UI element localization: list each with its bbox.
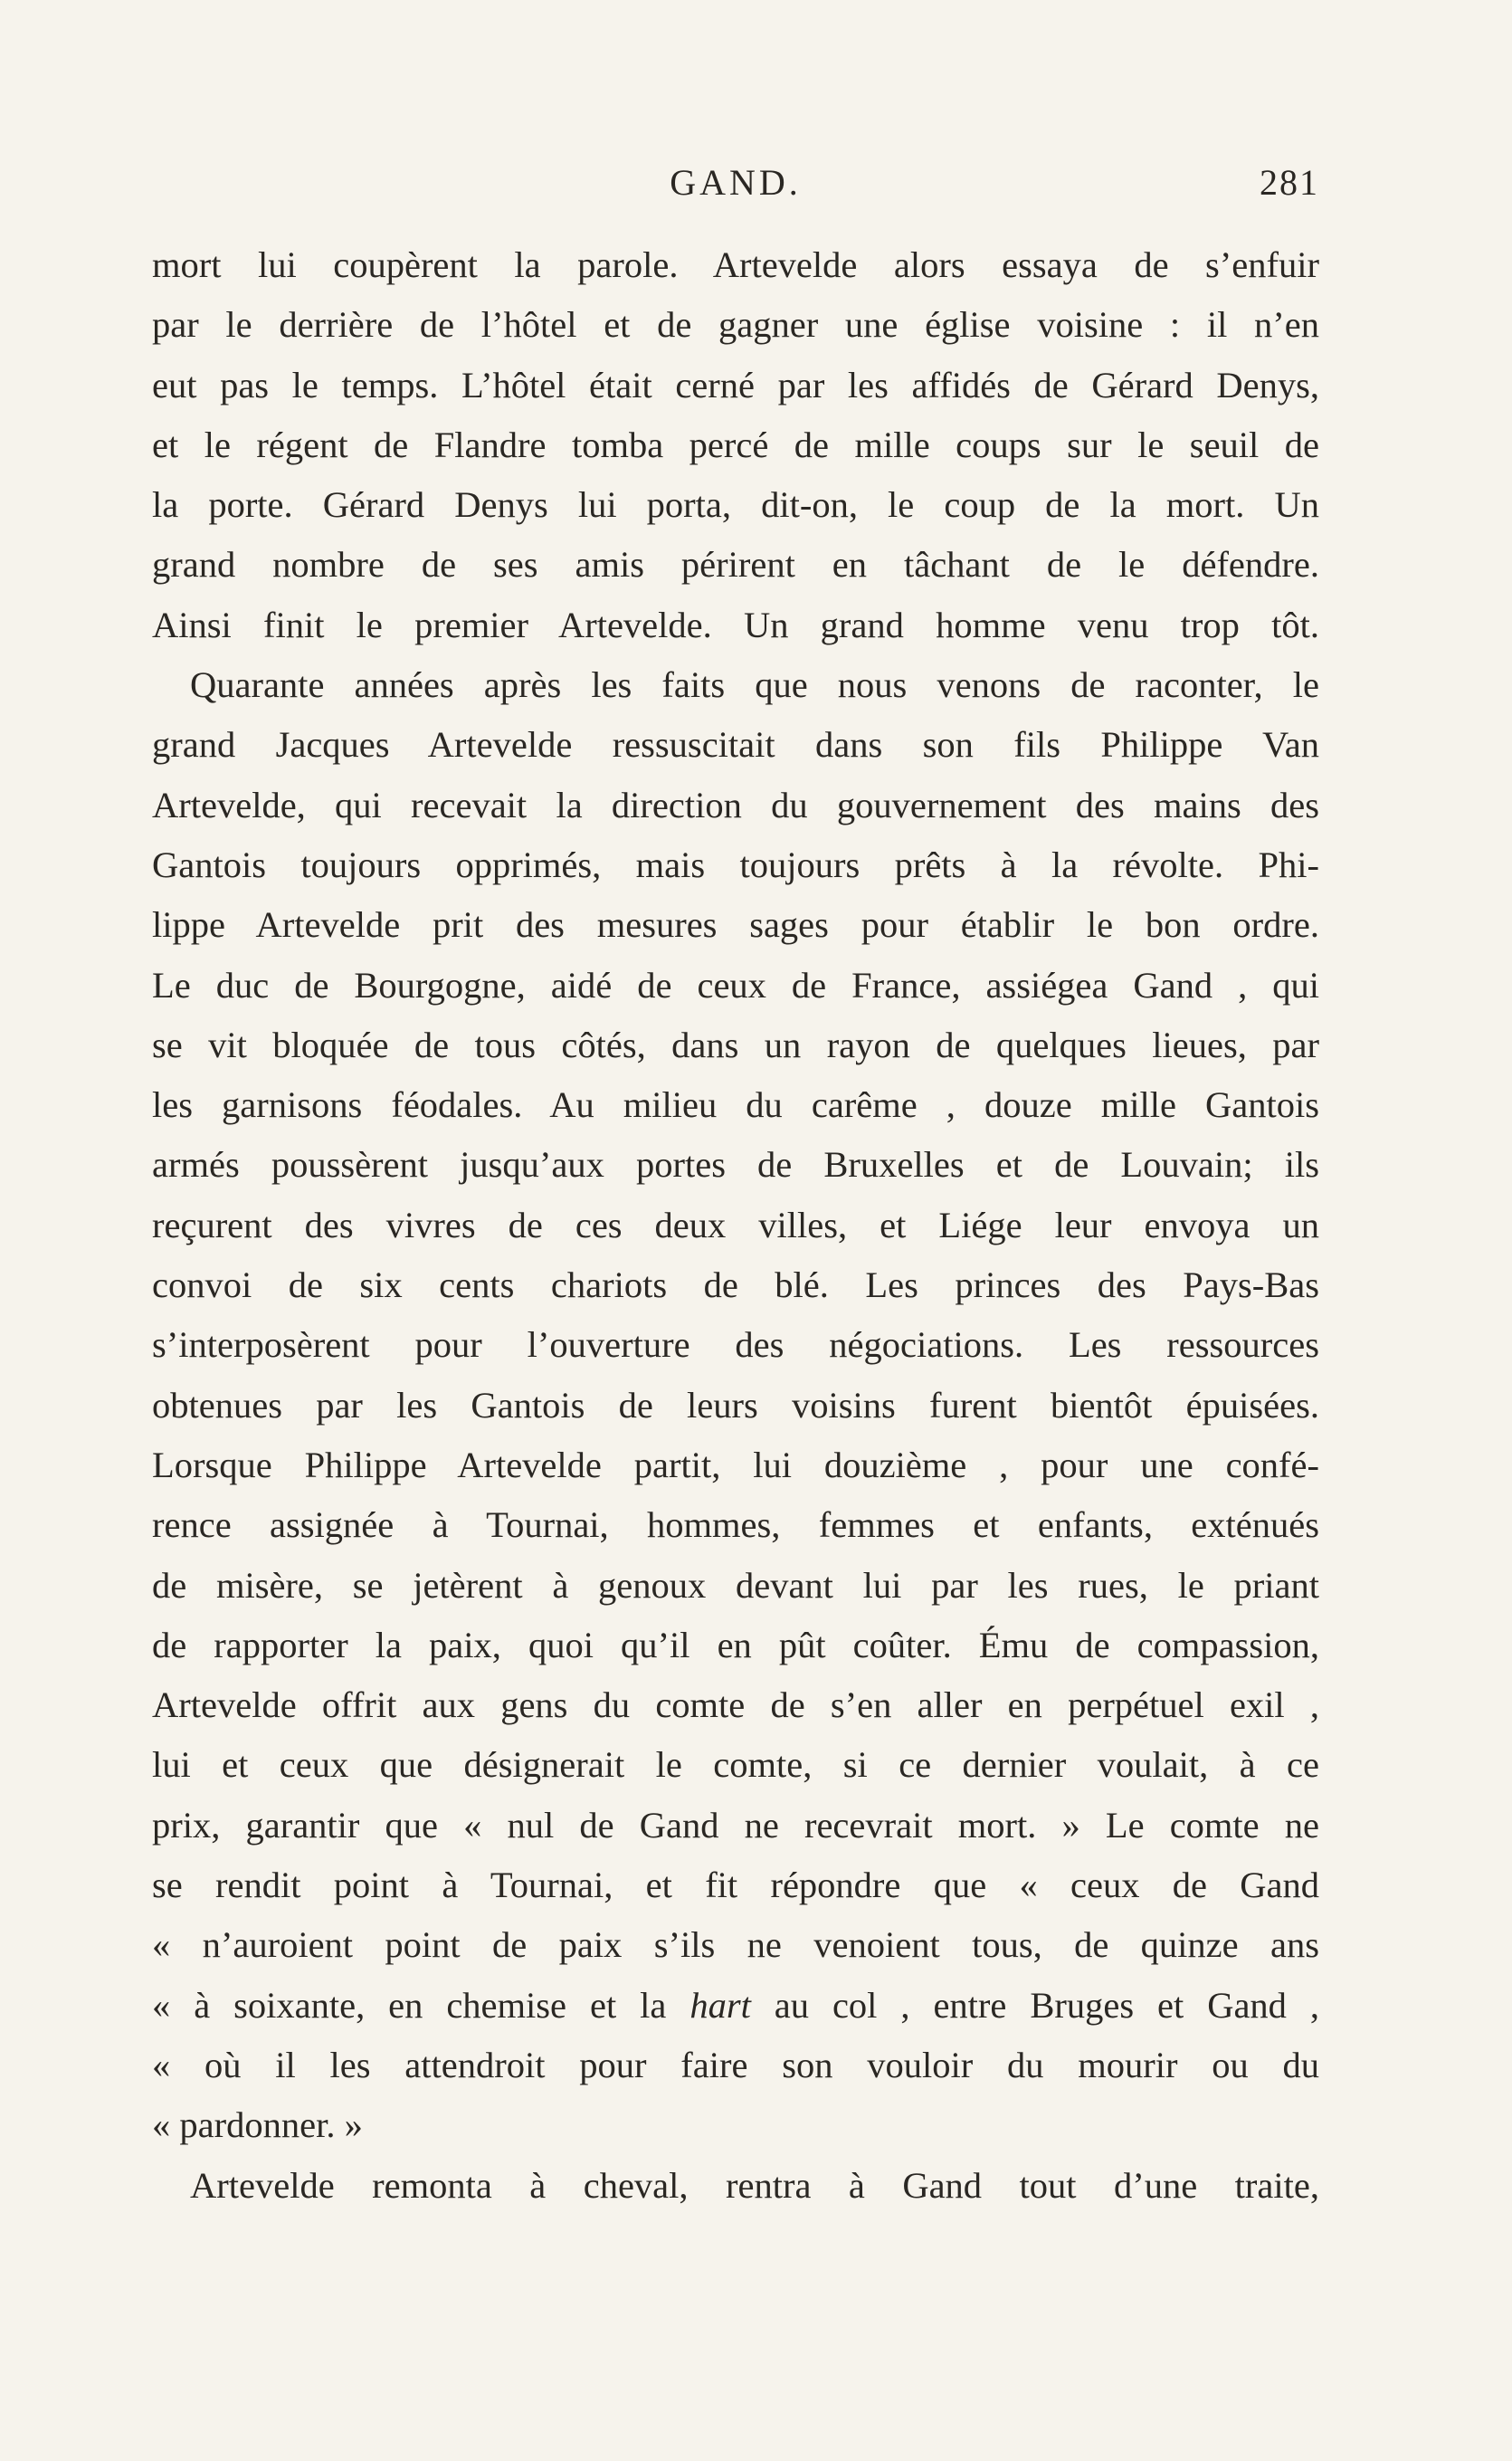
text-line: Artevelde offrit aux gens du comte de s’en aller en perpétuel exil ,: [152, 1684, 1319, 1726]
text-line: se vit bloquée de tous côtés, dans un rayon de quelques lieues, par: [152, 1024, 1319, 1065]
text-segment: au col , entre Bruges et Gand ,: [750, 1984, 1319, 2026]
text-line-paragraph-start: Artevelde remonta à cheval, rentra à Gand tout d’une traite,: [190, 2164, 1319, 2206]
italic-word: hart: [689, 1984, 751, 2026]
running-head: [152, 161, 1319, 215]
text-line-paragraph-end: « pardonner. »: [152, 2104, 363, 2146]
running-title: GAND.: [670, 162, 802, 203]
text-line: rence assignée à Tournai, hommes, femmes et enfants, exténués: [152, 1504, 1319, 1546]
text-line: lippe Artevelde prit des mesures sages pour établir le bon ordre.: [152, 904, 1319, 946]
text-line-with-italic: [152, 1976, 1319, 2036]
text-line: grand Jacques Artevelde ressuscitait dans son fils Philippe Van: [152, 724, 1319, 766]
text-line: prix, garantir que « nul de Gand ne recevrait mort. » Le comte ne: [152, 1804, 1319, 1846]
text-line: Ainsi finit le premier Artevelde. Un grand homme venu trop tôt.: [152, 604, 1319, 645]
page-number: 281: [1260, 162, 1319, 203]
text-line: eut pas le temps. L’hôtel était cerné par les affidés de Gérard Denys,: [152, 364, 1319, 405]
text-line: de misère, se jetèrent à genoux devant lui par les rues, le priant: [152, 1564, 1319, 1606]
text-line: grand nombre de ses amis périrent en tâchant de le défendre.: [152, 544, 1319, 586]
text-line: « où il les attendroit pour faire son vouloir du mourir ou du: [152, 2044, 1319, 2085]
text-line: par le derrière de l’hôtel et de gagner une église voisine : il n’en: [152, 304, 1319, 346]
text-line: Le duc de Bourgogne, aidé de ceux de France, assiégea Gand , qui: [152, 964, 1319, 1006]
text-line: les garnisons féodales. Au milieu du carême , douze mille Gantois: [152, 1084, 1319, 1126]
text-line: de rapporter la paix, quoi qu’il en pût coûter. Ému de compassion,: [152, 1624, 1319, 1665]
text-line: s’interposèrent pour l’ouverture des négociations. Les ressources: [152, 1324, 1319, 1366]
text-line: reçurent des vivres de ces deux villes, et Liége leur envoya un: [152, 1204, 1319, 1245]
body-text: [152, 235, 1319, 2216]
text-line-paragraph-start: Quarante années après les faits que nous venons de raconter, le: [190, 664, 1319, 706]
text-line: et le régent de Flandre tomba percé de mille coups sur le seuil de: [152, 424, 1319, 465]
text-line: armés poussèrent jusqu’aux portes de Bruxelles et de Louvain; ils: [152, 1144, 1319, 1186]
text-line: Lorsque Philippe Artevelde partit, lui douzième , pour une confé-: [152, 1444, 1319, 1485]
text-line: la porte. Gérard Denys lui porta, dit-on, le coup de la mort. Un: [152, 484, 1319, 526]
text-line: mort lui coupèrent la parole. Artevelde alors essaya de s’enfuir: [152, 244, 1319, 285]
text-line: lui et ceux que désignerait le comte, si ce dernier voulait, à ce: [152, 1744, 1319, 1786]
text-line: Artevelde, qui recevait la direction du gouvernement des mains des: [152, 784, 1319, 825]
text-line: Gantois toujours opprimés, mais toujours prêts à la révolte. Phi-: [152, 844, 1319, 885]
text-line: « n’auroient point de paix s’ils ne venoient tous, de quinze ans: [152, 1924, 1319, 1966]
text-segment: « à soixante, en chemise et la: [152, 1984, 690, 2026]
text-line: convoi de six cents chariots de blé. Les princes des Pays-Bas: [152, 1264, 1319, 1306]
text-line: se rendit point à Tournai, et fit répondre que « ceux de Gand: [152, 1865, 1319, 1906]
text-line: obtenues par les Gantois de leurs voisins furent bientôt épuisées.: [152, 1384, 1319, 1426]
